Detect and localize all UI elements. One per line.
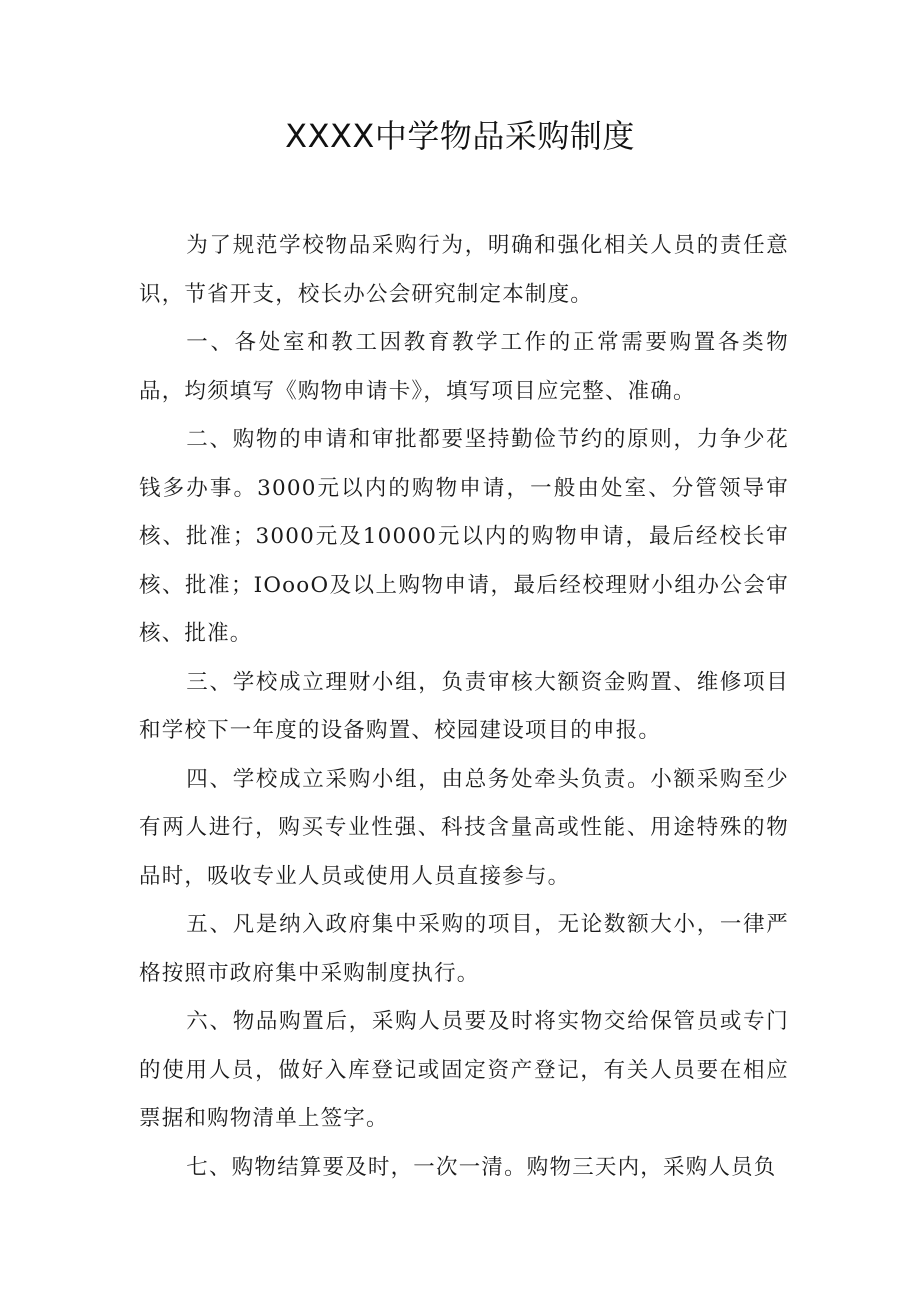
paragraph-1: 一、各处室和教工因教育教学工作的正常需要购置各类物品，均须填写《购物申请卡》，填写项目应完整、准确。 xyxy=(139,330,789,404)
paragraph-2: 二、购物的申请和审批都要坚持勤俭节约的原则，力争少花钱多办事。3000元以内的购物申请，一般由处室、分管领导审核、批准；3000元及10000元以内的购物申请，最后经校长审核、批准；IOooO及以上购物申请，最后经校理财小组办公会审核、批准。 xyxy=(139,427,789,646)
paragraph-intro: 为了规范学校物品采购行为，明确和强化相关人员的责任意识，节省开支，校长办公会研究制定本制度。 xyxy=(139,233,789,307)
document-title: XXXX中学物品采购制度 xyxy=(285,117,635,155)
document-body xyxy=(139,222,789,1192)
paragraph-3: 三、学校成立理财小组，负责审核大额资金购置、维修项目和学校下一年度的设备购置、校园建设项目的申报。 xyxy=(139,669,789,743)
paragraph-5: 五、凡是纳入政府集中采购的项目，无论数额大小，一律严格按照市政府集中采购制度执行。 xyxy=(139,912,789,986)
paragraph-7: 七、购物结算要及时，一次一清。购物三天内，采购人员负 xyxy=(186,1154,777,1180)
paragraph-4: 四、学校成立采购小组，由总务处牵头负责。小额采购至少有两人进行，购买专业性强、科技含量高或性能、用途特殊的物品时，吸收专业人员或使用人员直接参与。 xyxy=(139,766,789,889)
paragraph-6: 六、物品购置后，采购人员要及时将实物交给保管员或专门的使用人员，做好入库登记或固定资产登记，有关人员要在相应票据和购物清单上签字。 xyxy=(139,1009,789,1131)
